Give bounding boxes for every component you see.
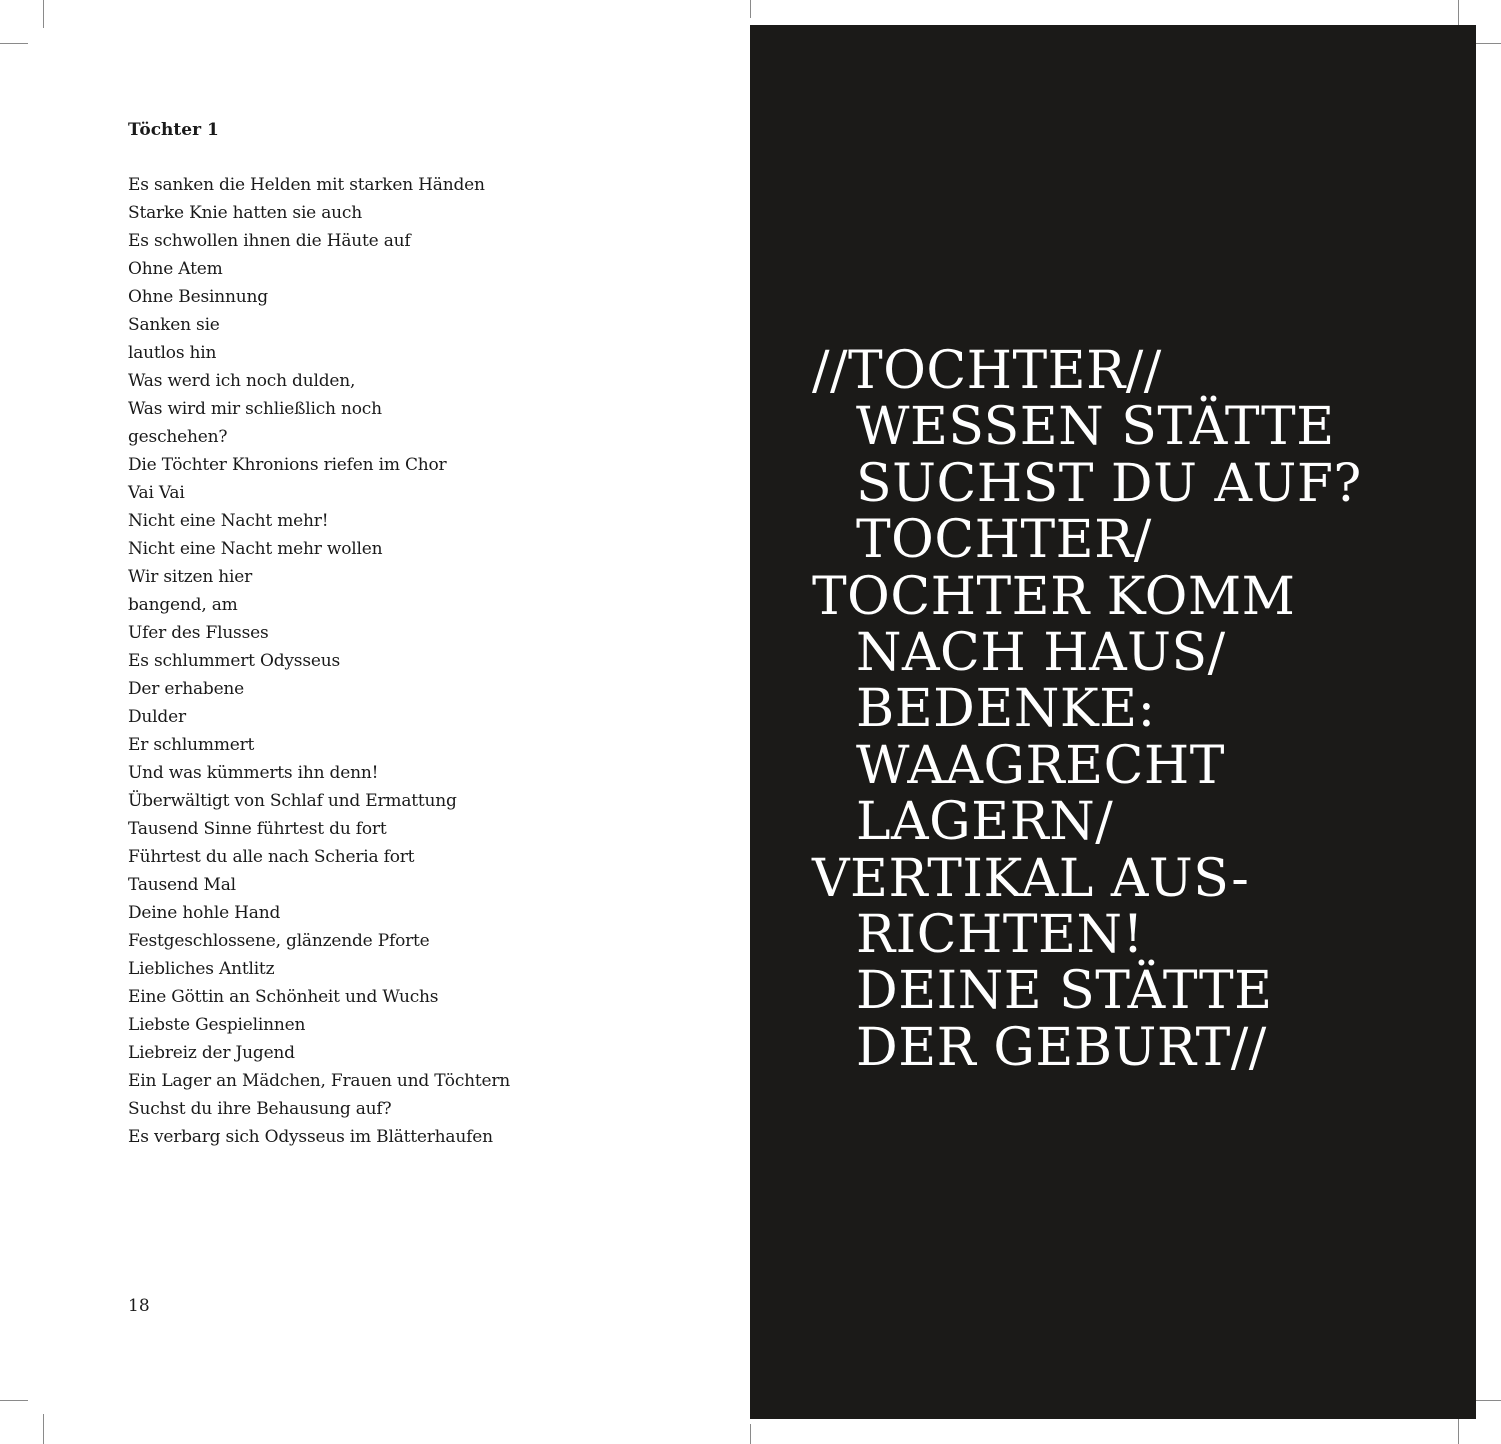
poem-line: bangend, am: [128, 595, 238, 615]
poem-line: Sanken sie: [128, 315, 220, 335]
display-line: DEINE STÄTTE: [856, 961, 1273, 1022]
display-line: BEDENKE:: [856, 679, 1156, 740]
poem-line: Eine Göttin an Schönheit und Wuchs: [128, 987, 439, 1007]
display-line: TOCHTER KOMM: [812, 566, 1296, 627]
crop-mark: [1474, 43, 1501, 44]
display-line: WESSEN STÄTTE: [856, 397, 1335, 458]
poem-line: Was wird mir schließlich noch: [128, 399, 382, 419]
poem-line: Ohne Atem: [128, 259, 223, 279]
display-line: NACH HAUS/: [856, 622, 1226, 683]
page-number: 18: [128, 1296, 150, 1316]
poem-line: Tausend Sinne führtest du fort: [128, 819, 387, 839]
poem-line: geschehen?: [128, 427, 228, 447]
poem-line: Festgeschlossene, glänzende Pforte: [128, 931, 430, 951]
section-title: Töchter 1: [128, 120, 219, 140]
crop-mark: [1474, 1400, 1501, 1401]
poem-line: Ein Lager an Mädchen, Frauen und Töchtern: [128, 1071, 511, 1091]
poem-line: Tausend Mal: [128, 875, 236, 895]
poem-line: Es schlummert Odysseus: [128, 651, 340, 671]
poem-line: Vai Vai: [128, 483, 185, 503]
display-line: RICHTEN!: [856, 904, 1144, 965]
display-line: DER GEBURT//: [856, 1017, 1267, 1078]
poem-line: Er schlummert: [128, 735, 255, 755]
display-line: SUCHST DU AUF?: [856, 453, 1362, 514]
poem-line: Wir sitzen hier: [128, 567, 253, 587]
display-text: [812, 343, 1362, 1076]
poem-line: Führtest du alle nach Scheria fort: [128, 847, 415, 867]
crop-mark: [1458, 0, 1459, 28]
poem-line: lautlos hin: [128, 343, 217, 363]
poem-line: Liebreiz der Jugend: [128, 1043, 295, 1063]
poem-line: Es sanken die Helden mit starken Händen: [128, 175, 485, 195]
poem-line: Suchst du ihre Behausung auf?: [128, 1099, 392, 1119]
poem-text: [128, 171, 510, 1151]
poem-line: Die Töchter Khronions riefen im Chor: [128, 455, 447, 475]
display-line: //TOCHTER//: [812, 341, 1162, 401]
poem-line: Liebliches Antlitz: [128, 959, 275, 979]
poem-line: Und was kümmerts ihn denn!: [128, 763, 379, 783]
poem-line: Was werd ich noch dulden,: [128, 371, 356, 391]
poem-line: Ohne Besinnung: [128, 287, 268, 307]
poem-line: Dulder: [128, 707, 186, 727]
poem-line: Deine hohle Hand: [128, 903, 281, 923]
display-line: LAGERN/: [856, 792, 1114, 853]
poem-line: Der erhabene: [128, 679, 245, 699]
crop-mark: [750, 1424, 751, 1444]
left-page: [0, 0, 750, 1444]
display-line: VERTIKAL AUS-: [812, 848, 1250, 909]
poem-line: Es schwollen ihnen die Häute auf: [128, 231, 411, 251]
poem-line: Es verbarg sich Odysseus im Blätterhaufen: [128, 1127, 493, 1147]
poem-line: Nicht eine Nacht mehr!: [128, 511, 329, 531]
display-line: WAAGRECHT: [856, 735, 1225, 796]
poem-line: Starke Knie hatten sie auch: [128, 203, 362, 223]
poem-line: Ufer des Flusses: [128, 623, 269, 643]
display-line: TOCHTER/: [856, 510, 1152, 571]
poem-line: Nicht eine Nacht mehr wollen: [128, 539, 383, 559]
right-page: [750, 25, 1476, 1419]
crop-mark: [750, 0, 751, 18]
poem-line: Liebste Gespielinnen: [128, 1015, 306, 1035]
poem-line: Überwältigt von Schlaf und Ermattung: [128, 791, 457, 811]
